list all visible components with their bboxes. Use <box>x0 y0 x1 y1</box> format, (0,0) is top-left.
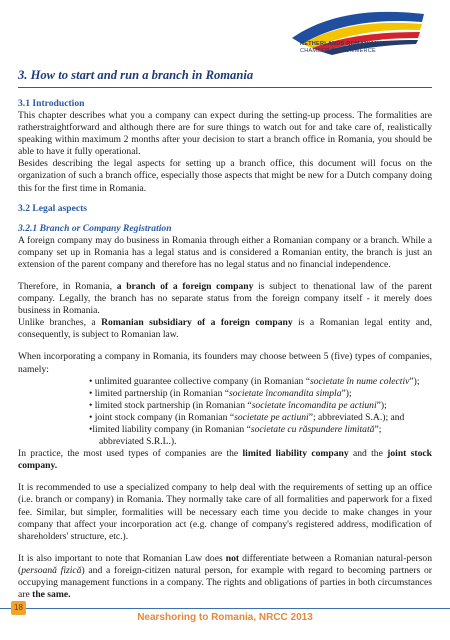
logo-text <box>300 41 450 55</box>
nrcc-logo <box>272 8 432 64</box>
list-item: • unlimited guarantee collective company (in Romanian “societate în nume colectiv”); <box>89 375 420 387</box>
page-number: 18 <box>11 601 26 615</box>
legal-paragraph-4: When incorporating a company in Romania, its founders may choose between 5 (five) types of companies, namely: <box>18 351 432 375</box>
logo-line2: CHAMBER OF COMMERCE <box>300 48 376 54</box>
page-content <box>18 67 432 601</box>
list-item: •limited liability company (in Romanian “societate cu răspundere limitată”; <box>89 423 382 435</box>
legal-paragraph-5: In practice, the most used types of companies are the limited liability company and the joint stock company. <box>18 448 432 472</box>
intro-paragraph-2: Besides describing the legal aspects for setting up a branch office, this document will focus on the organization of such a branch office, especially those aspects that might be new for a Dutch company doing this for the first time in Romania. <box>18 158 432 194</box>
legal-paragraph-1: A foreign company may do business in Romania through either a Romanian company or a branch. While a company set up in Romania has a legal status and is considered a Romanian entity, the branch is just an extension of the parent company and therefore has no legal status and no financial independence. <box>18 234 432 270</box>
logo-line1: NETHERLANDS ROMANIAN <box>300 41 379 47</box>
title-rule <box>18 87 432 88</box>
intro-paragraph-1: This chapter describes what you a company can expect during the setting-up process. The formalities are ratherstraightforward and although there are for sure things to watch out for and take care of, realistically speaking within maximum 2 months after your decision to start a branch office in Romania, you should be able to have it fully operational. <box>18 110 432 158</box>
list-item: • limited stock partnership (in Romanian “societate încomandita pe actiuni”); <box>89 399 387 411</box>
list-item: • joint stock company (in Romanian “societate pe actiuni”; abbreviated S.A.); and <box>89 411 405 423</box>
section-title: 3. How to start and run a branch in Romania <box>18 68 254 82</box>
legal-paragraph-2: Therefore, in Romania, a branch of a foreign company is subject to thenational law of the parent company. Legally, the branch has no separate status from the foreign company itself - it merely does business in Romania. <box>18 280 433 317</box>
legal-heading: 3.2 Legal aspects <box>18 202 88 214</box>
registration-subheading: 3.2.1 Branch or Company Registration <box>18 222 172 234</box>
legal-paragraph-7: It is also important to note that Romanian Law does not differentiate between a Romanian natural-person (persoană fizică) and a foreign-citizen natural person, for example with regard to becoming partners or occupying management functions in a company. The rights and obligations of parties in both circumstances are the same. <box>18 552 432 601</box>
intro-heading: 3.1 Introduction <box>18 98 85 109</box>
footer-title: Nearshoring to Romania, NRCC 2013 <box>137 612 313 623</box>
footer-divider <box>0 608 450 609</box>
list-item: • limited partnership (in Romanian “societate încomandita simpla”); <box>89 387 352 399</box>
company-types-list <box>18 376 432 436</box>
legal-paragraph-3: Unlike branches, a Romanian subsidiary of a foreign company is a Romanian legal entity and, consequently, is subject to Romanian law. <box>18 317 432 341</box>
legal-paragraph-6: It is recommended to use a specialized company to help deal with the requirements of setting up an office (i.e. branch or company) in Romania. They normally take care of all formalities and paperwork for a fixed fee. Similar, but simpler, formalities will be necessary each time you decide to make changes in your company that affect your incorporation act (e.g. change of company's registered address, modification of shareholders' structure, etc.). <box>18 482 432 542</box>
list-continuation: abbreviated S.R.L.). <box>99 436 177 448</box>
